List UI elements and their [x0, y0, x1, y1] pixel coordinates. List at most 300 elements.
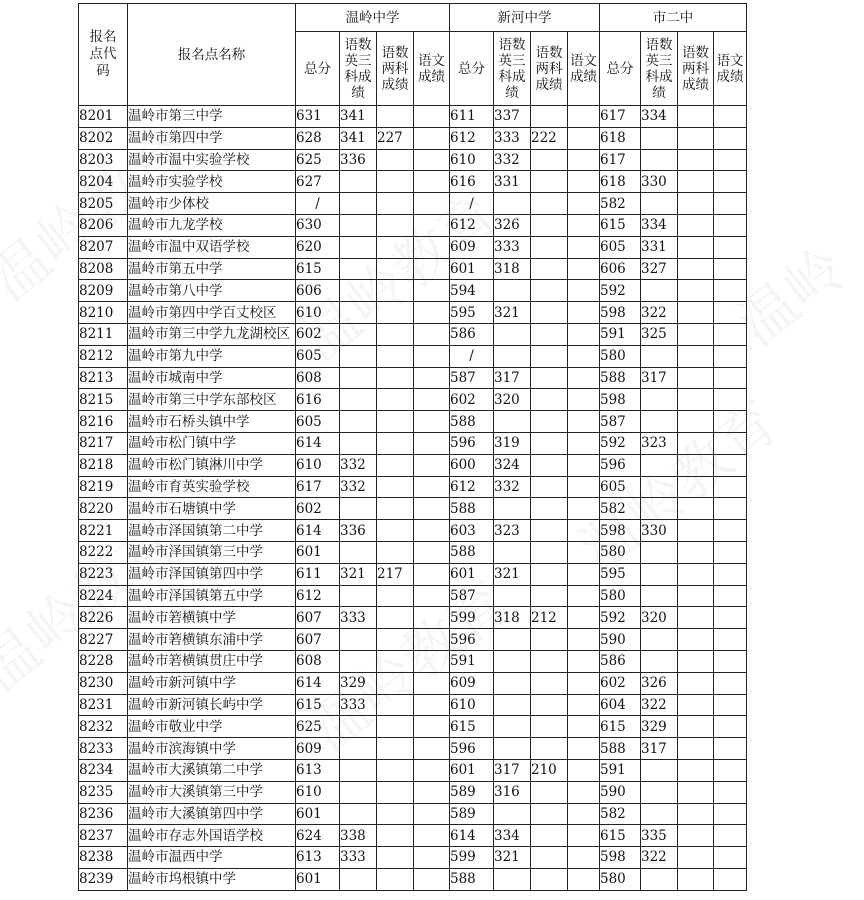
score-cell: 608 [296, 650, 340, 672]
score-cell [377, 258, 414, 280]
score-cell [678, 280, 714, 302]
score-cell [714, 149, 747, 171]
score-cell [568, 323, 600, 345]
score-cell: 609 [296, 738, 340, 760]
score-cell: 582 [600, 803, 641, 825]
score-cell: 628 [296, 127, 340, 149]
score-cell [714, 541, 747, 563]
score-cell [340, 258, 377, 280]
code-cell: 8215 [79, 389, 128, 411]
score-cell [641, 629, 678, 651]
score-cell: 580 [600, 541, 641, 563]
score-cell [714, 432, 747, 454]
score-cell [714, 193, 747, 215]
score-cell [714, 236, 747, 258]
score-cell [678, 694, 714, 716]
score-cell [568, 672, 600, 694]
score-cell [414, 367, 450, 389]
score-cell [531, 629, 568, 651]
score-cell [714, 476, 747, 498]
score-cell [568, 454, 600, 476]
score-cell: 336 [340, 149, 377, 171]
score-cell [531, 367, 568, 389]
score-cell: 596 [600, 454, 641, 476]
score-cell: 601 [296, 868, 340, 890]
score-cell: 582 [600, 193, 641, 215]
score-cell [340, 716, 377, 738]
score-cell: 329 [641, 716, 678, 738]
score-cell: 332 [340, 476, 377, 498]
score-cell [641, 868, 678, 890]
score-cell: 317 [494, 367, 531, 389]
score-cell [377, 672, 414, 694]
score-cell: 587 [600, 411, 641, 433]
score-cell: 591 [450, 650, 494, 672]
score-cell [568, 629, 600, 651]
score-cell [714, 323, 747, 345]
score-cell: 605 [600, 476, 641, 498]
score-cell: 614 [450, 825, 494, 847]
score-cell: 610 [296, 781, 340, 803]
score-cell [714, 520, 747, 542]
score-cell: 609 [450, 672, 494, 694]
table-row [79, 868, 747, 890]
score-cell [414, 585, 450, 607]
table-row [79, 738, 747, 760]
score-cell [414, 825, 450, 847]
score-cell [678, 650, 714, 672]
score-cell: 613 [296, 759, 340, 781]
score-cell: 601 [296, 541, 340, 563]
score-cell [340, 781, 377, 803]
score-cell [531, 214, 568, 236]
score-cell [377, 781, 414, 803]
score-cell [714, 258, 747, 280]
score-cell [377, 171, 414, 193]
score-cell [568, 236, 600, 258]
code-cell: 8219 [79, 476, 128, 498]
name-cell: 温岭市育英实验学校 [128, 476, 296, 498]
score-cell [531, 716, 568, 738]
name-cell: 温岭市大溪镇第四中学 [128, 803, 296, 825]
score-cell [568, 563, 600, 585]
score-cell: 598 [600, 847, 641, 869]
score-cell [714, 759, 747, 781]
score-cell: 605 [296, 411, 340, 433]
score-cell [678, 825, 714, 847]
name-cell: 温岭市石桥头镇中学 [128, 411, 296, 433]
score-cell [340, 411, 377, 433]
score-cell [641, 476, 678, 498]
score-cell: 326 [641, 672, 678, 694]
table-row [79, 563, 747, 585]
score-cell: 609 [450, 236, 494, 258]
score-cell [531, 411, 568, 433]
score-cell: 330 [641, 171, 678, 193]
score-cell: 322 [641, 847, 678, 869]
header-school: 温岭中学 [296, 4, 450, 32]
table-row [79, 193, 747, 215]
score-cell [414, 520, 450, 542]
score-cell [568, 258, 600, 280]
table-row [79, 672, 747, 694]
score-cell [340, 432, 377, 454]
score-cell [414, 738, 450, 760]
header-chinese: 语文成绩 [568, 32, 600, 106]
score-cell: 322 [641, 694, 678, 716]
name-cell: 温岭市大溪镇第三中学 [128, 781, 296, 803]
table-row [79, 694, 747, 716]
table-row [79, 280, 747, 302]
score-cell [678, 868, 714, 890]
score-cell: 607 [296, 607, 340, 629]
score-cell [714, 803, 747, 825]
score-cell [340, 171, 377, 193]
score-cell [377, 389, 414, 411]
score-cell [340, 498, 377, 520]
score-cell: 601 [450, 563, 494, 585]
table-row [79, 759, 747, 781]
score-cell [568, 280, 600, 302]
score-cell [568, 541, 600, 563]
score-cell: 603 [450, 520, 494, 542]
name-cell: 温岭市存志外国语学校 [128, 825, 296, 847]
score-cell [714, 716, 747, 738]
score-cell [414, 149, 450, 171]
score-cell: 317 [641, 738, 678, 760]
score-cell [377, 476, 414, 498]
code-cell: 8217 [79, 432, 128, 454]
score-cell: 588 [450, 411, 494, 433]
score-cell: 599 [450, 847, 494, 869]
score-cell [678, 541, 714, 563]
score-cell [641, 280, 678, 302]
score-cell [641, 149, 678, 171]
score-cell [414, 541, 450, 563]
score-cell [494, 694, 531, 716]
score-cell [714, 847, 747, 869]
score-cell [678, 323, 714, 345]
score-cell [340, 759, 377, 781]
score-cell [568, 781, 600, 803]
score-cell [641, 345, 678, 367]
score-cell [531, 738, 568, 760]
score-cell [568, 193, 600, 215]
score-cell: 337 [494, 106, 531, 128]
score-cell: 332 [340, 454, 377, 476]
header-school: 市二中 [600, 4, 747, 32]
score-cell [340, 280, 377, 302]
score-cell [531, 868, 568, 890]
name-cell: 温岭市第五中学 [128, 258, 296, 280]
score-cell [414, 193, 450, 215]
score-cell: 333 [340, 607, 377, 629]
name-cell: 温岭市温中实验学校 [128, 149, 296, 171]
score-cell [714, 389, 747, 411]
score-cell [414, 476, 450, 498]
score-cell [568, 585, 600, 607]
score-cell [494, 672, 531, 694]
code-cell: 8239 [79, 868, 128, 890]
score-cell [531, 650, 568, 672]
score-cell: 325 [641, 323, 678, 345]
score-cell [414, 694, 450, 716]
score-cell: 589 [450, 803, 494, 825]
score-cell [377, 629, 414, 651]
score-cell [377, 825, 414, 847]
score-cell [377, 214, 414, 236]
score-cell [377, 345, 414, 367]
score-cell [531, 803, 568, 825]
score-cell [714, 650, 747, 672]
score-cell: 222 [531, 127, 568, 149]
name-cell: 温岭市坞根镇中学 [128, 868, 296, 890]
score-cell: 333 [494, 236, 531, 258]
score-cell [531, 171, 568, 193]
score-cell [714, 214, 747, 236]
score-cell [531, 520, 568, 542]
score-cell [641, 127, 678, 149]
name-cell: 温岭市第九中学 [128, 345, 296, 367]
score-cell: 602 [450, 389, 494, 411]
score-cell [568, 825, 600, 847]
score-cell [678, 106, 714, 128]
score-cell: 323 [494, 520, 531, 542]
score-cell [641, 650, 678, 672]
score-cell: 317 [494, 759, 531, 781]
score-cell [568, 607, 600, 629]
score-cell [340, 803, 377, 825]
code-cell: 8204 [79, 171, 128, 193]
score-cell [377, 847, 414, 869]
score-cell [641, 541, 678, 563]
score-cell: 332 [494, 476, 531, 498]
score-cell [494, 738, 531, 760]
name-cell: 温岭市第三中学 [128, 106, 296, 128]
score-cell [568, 106, 600, 128]
score-cell [568, 149, 600, 171]
code-cell: 8238 [79, 847, 128, 869]
table-header [79, 4, 747, 106]
score-cell [340, 585, 377, 607]
score-cell [414, 106, 450, 128]
score-cell: 631 [296, 106, 340, 128]
score-cell: 334 [641, 214, 678, 236]
code-cell: 8221 [79, 520, 128, 542]
score-cell: 596 [450, 629, 494, 651]
score-cell [494, 650, 531, 672]
name-cell: 温岭市泽国镇第四中学 [128, 563, 296, 585]
score-cell: 331 [494, 171, 531, 193]
score-cell [568, 716, 600, 738]
score-cell: 601 [450, 759, 494, 781]
score-cell: 587 [450, 367, 494, 389]
score-cell [714, 607, 747, 629]
score-cell [568, 476, 600, 498]
name-cell: 温岭市泽国镇第五中学 [128, 585, 296, 607]
score-cell: 588 [450, 498, 494, 520]
score-cell: 322 [641, 302, 678, 324]
score-cell: 615 [600, 825, 641, 847]
score-cell [340, 323, 377, 345]
score-cell [414, 171, 450, 193]
score-cell [494, 345, 531, 367]
score-cell [641, 498, 678, 520]
score-cell: 333 [340, 694, 377, 716]
score-cell: 607 [296, 629, 340, 651]
score-cell [678, 411, 714, 433]
header-chinese: 语文成绩 [414, 32, 450, 106]
score-cell [414, 629, 450, 651]
name-cell: 温岭市新河镇长屿中学 [128, 694, 296, 716]
score-cell [678, 236, 714, 258]
score-cell [414, 127, 450, 149]
score-cell [678, 214, 714, 236]
score-cell: 616 [296, 389, 340, 411]
score-cell [414, 214, 450, 236]
score-cell: 606 [296, 280, 340, 302]
name-cell: 温岭市敬业中学 [128, 716, 296, 738]
score-cell [568, 411, 600, 433]
score-cell: 334 [494, 825, 531, 847]
header-two-subjects: 语数两科成绩 [531, 32, 568, 106]
score-cell: 580 [600, 585, 641, 607]
score-cell [494, 280, 531, 302]
score-cell [531, 432, 568, 454]
header-chinese: 语文成绩 [714, 32, 747, 106]
score-cell: 327 [641, 258, 678, 280]
score-cell [494, 541, 531, 563]
score-cell [531, 476, 568, 498]
score-cell: 324 [494, 454, 531, 476]
score-cell [531, 781, 568, 803]
score-cell: 595 [600, 563, 641, 585]
score-cell [678, 629, 714, 651]
score-cell [531, 389, 568, 411]
score-cell: 326 [494, 214, 531, 236]
score-cell [568, 432, 600, 454]
score-cell [340, 302, 377, 324]
score-cell: 596 [450, 738, 494, 760]
name-cell: 温岭市箬横镇东浦中学 [128, 629, 296, 651]
score-cell [531, 149, 568, 171]
header-three-subjects: 语数英三科成绩 [494, 32, 531, 106]
score-cell [377, 302, 414, 324]
score-cell [531, 825, 568, 847]
score-cell [714, 672, 747, 694]
score-cell [340, 738, 377, 760]
score-cell [568, 803, 600, 825]
score-cell [377, 759, 414, 781]
score-cell [377, 650, 414, 672]
score-cell: 587 [450, 585, 494, 607]
score-cell [568, 520, 600, 542]
score-cell [377, 694, 414, 716]
score-cell [641, 193, 678, 215]
score-cell [568, 389, 600, 411]
table-row [79, 781, 747, 803]
score-cell [377, 520, 414, 542]
score-cell: 329 [340, 672, 377, 694]
score-cell [568, 127, 600, 149]
score-cell [531, 541, 568, 563]
name-cell: 温岭市箬横镇贯庄中学 [128, 650, 296, 672]
table-row [79, 607, 747, 629]
score-cell: 600 [450, 454, 494, 476]
score-cell [641, 454, 678, 476]
code-cell: 8234 [79, 759, 128, 781]
code-cell: 8236 [79, 803, 128, 825]
score-cell [494, 868, 531, 890]
score-cell [494, 323, 531, 345]
score-cell [377, 716, 414, 738]
score-cell [678, 389, 714, 411]
score-cell [340, 868, 377, 890]
score-cell: 625 [296, 716, 340, 738]
score-cell [414, 716, 450, 738]
score-cell [714, 454, 747, 476]
score-cell: 591 [600, 323, 641, 345]
score-cell: 611 [296, 563, 340, 585]
score-cell: 580 [600, 345, 641, 367]
table-row [79, 323, 747, 345]
score-cell: 588 [450, 541, 494, 563]
code-cell: 8235 [79, 781, 128, 803]
score-cell: 602 [296, 498, 340, 520]
code-cell: 8220 [79, 498, 128, 520]
code-cell: 8231 [79, 694, 128, 716]
score-cell: 614 [296, 672, 340, 694]
score-cell: 612 [450, 476, 494, 498]
score-cell [531, 498, 568, 520]
table-row [79, 650, 747, 672]
score-cell [340, 236, 377, 258]
table-row [79, 541, 747, 563]
header-total: 总分 [296, 32, 340, 106]
score-cell [494, 629, 531, 651]
code-cell: 8208 [79, 258, 128, 280]
table-row [79, 476, 747, 498]
code-cell: 8218 [79, 454, 128, 476]
code-cell: 8230 [79, 672, 128, 694]
name-cell: 温岭市第三中学九龙湖校区 [128, 323, 296, 345]
score-cell: 333 [340, 847, 377, 869]
score-cell: 335 [641, 825, 678, 847]
score-cell [414, 280, 450, 302]
score-cell [377, 432, 414, 454]
score-cell [531, 345, 568, 367]
score-cell: 586 [450, 323, 494, 345]
score-cell: 321 [494, 302, 531, 324]
score-cell [340, 389, 377, 411]
table-row [79, 716, 747, 738]
score-cell: 610 [296, 302, 340, 324]
score-cell [340, 345, 377, 367]
score-cell [678, 803, 714, 825]
score-cell [494, 193, 531, 215]
score-cell [714, 498, 747, 520]
score-cell [531, 585, 568, 607]
score-cell: 341 [340, 127, 377, 149]
score-cell: / [450, 193, 494, 215]
score-cell [714, 738, 747, 760]
score-cell [377, 585, 414, 607]
score-cell: 586 [600, 650, 641, 672]
table-row [79, 171, 747, 193]
score-cell [641, 411, 678, 433]
name-cell: 温岭市松门镇中学 [128, 432, 296, 454]
score-cell [568, 694, 600, 716]
